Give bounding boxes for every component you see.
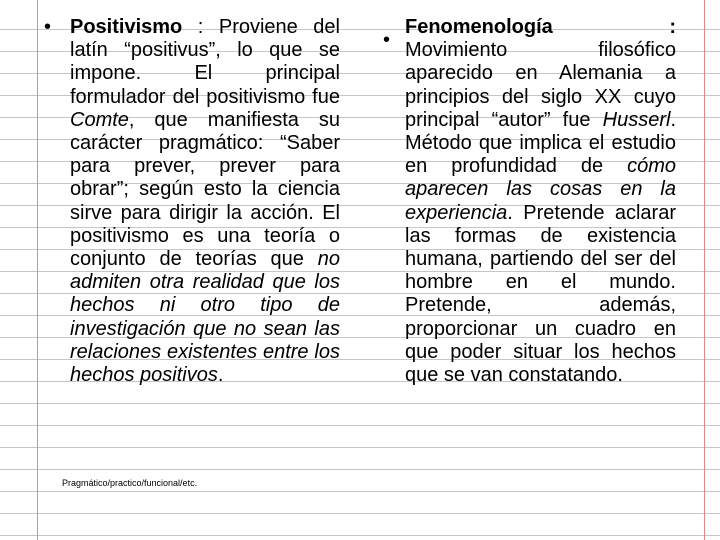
positivismo-heading: Positivismo xyxy=(70,16,183,38)
bullet-icon: • xyxy=(383,29,391,51)
husserl-name: Husserl xyxy=(602,108,671,131)
heading-separator: : xyxy=(182,16,219,38)
footnote: Pragmático/practico/funcional/etc. xyxy=(62,478,198,488)
fenomenologia-italic-phrase: cómo aparecen las cosas en la experiencia xyxy=(405,155,676,224)
positivismo-text-1: Proviene del latín “positivus”, lo que se impone. El principal formulador del positivismo fue xyxy=(70,16,340,108)
fenomenologia-text-1: Movimiento filosófico aparecido en Alemania a principios del siglo XX cuyo principal “autor” fue xyxy=(405,39,676,131)
heading-colon: : xyxy=(669,16,676,38)
left-margin-line xyxy=(37,0,38,540)
fenomenologia-text-3: . Pretende aclarar las formas de existencia humana, partiendo del ser del hombre en el mundo. Pretende, además, proporcionar un cuadro en que poder situar los hechos que se van constatando. xyxy=(405,201,676,387)
positivismo-italic-definition: no admiten otra realidad que los hechos ni otro tipo de investigación que no sean las relaciones existentes entre los hechos positivos xyxy=(70,248,340,387)
right-margin-line xyxy=(704,0,705,540)
fenomenologia-heading: Fenomenología xyxy=(405,16,553,38)
fenomenologia-heading-row xyxy=(405,16,676,39)
positivismo-text-2: , que manifiesta su carácter pragmático: “Saber para prever, prever para obrar”; según esto la ciencia sirve para dirigir la acción. El positivismo es una teoría o conjunto de teorías que xyxy=(70,108,340,271)
fenomenologia-paragraph xyxy=(383,16,676,387)
fenomenologia-text-2: . Método que implica el estudio en profundidad de xyxy=(405,108,676,178)
bullet-icon: • xyxy=(44,16,52,38)
positivismo-paragraph xyxy=(44,16,340,387)
positivismo-period: . xyxy=(217,364,224,387)
comte-name: Comte xyxy=(70,108,129,131)
